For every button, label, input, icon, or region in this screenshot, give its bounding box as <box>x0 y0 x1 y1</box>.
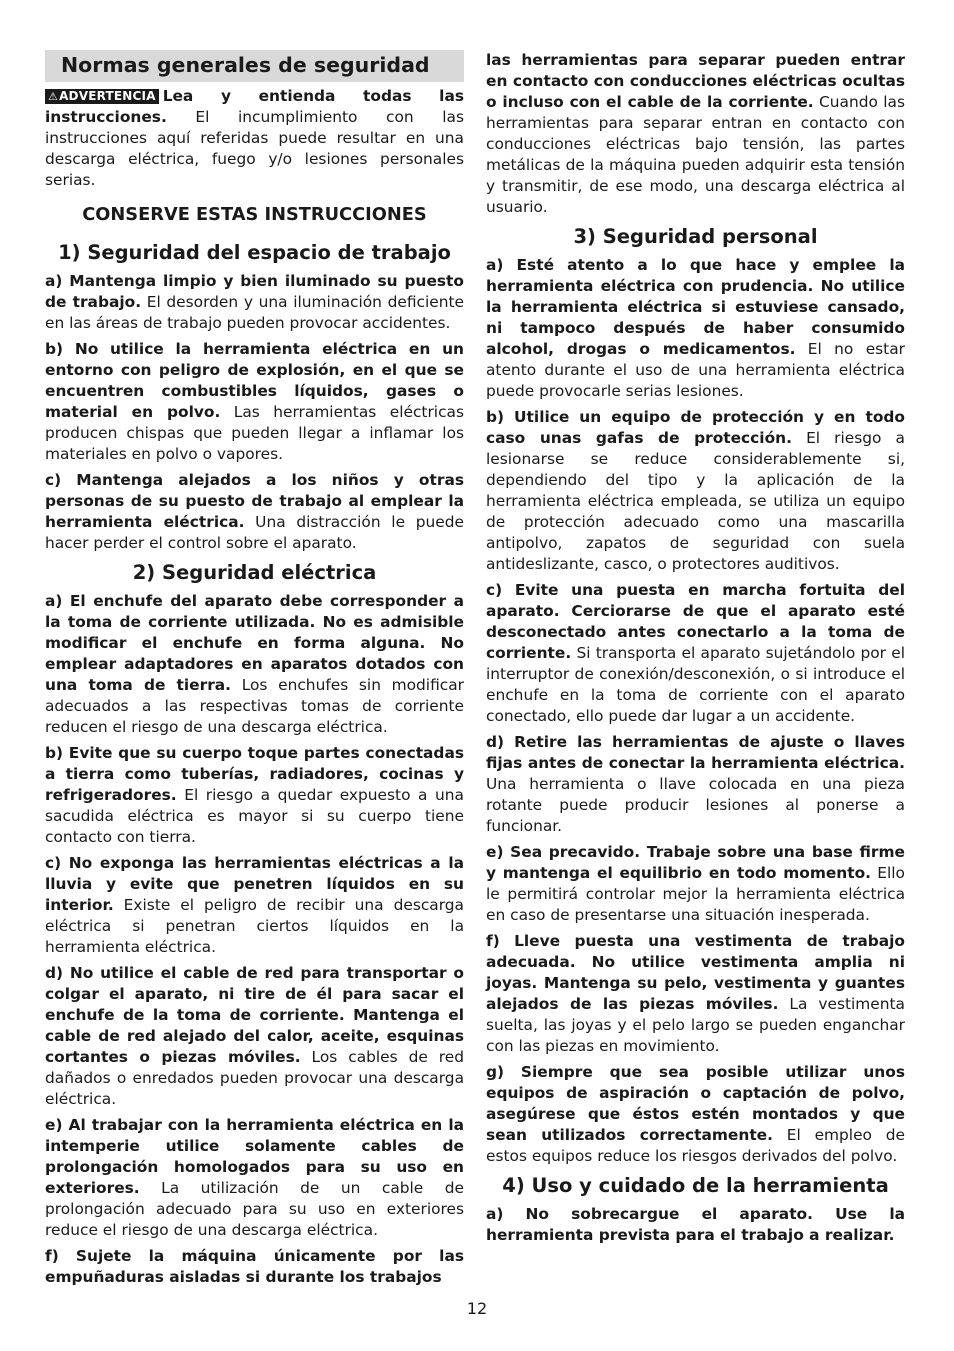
s2-item-f-continued: las herramientas para separar pueden entrar en contacto con conducciones eléctricas ocultas o incluso con el cable de la corriente. Cuando las herramientas para separar entran en contacto con conducciones eléctricas bajo tensión, las partes metálicas de la máquina pueden adquirir esta tensión y transmitir, de ese modo, una descarga eléctrica al usuario. <box>486 51 905 216</box>
s2-item-f: f) Sujete la máquina únicamente por las empuñaduras aisladas si durante los trabajos <box>45 1247 464 1286</box>
warning-triangle-icon: ⚠ <box>48 90 59 103</box>
keep-instructions-heading: CONSERVE ESTAS INSTRUCCIONES <box>82 204 427 225</box>
warning-paragraph: ⚠ADVERTENCIA Lea y entienda todas las instrucciones. El incumplimiento con las instrucciones aquí referidas puede resultar en una descarga eléctrica, fuego y/o lesiones personales serias. <box>45 87 464 189</box>
page-number: 12 <box>466 1299 488 1318</box>
s3-item-e: e) Sea precavido. Trabaje sobre una base firme y mantenga el equilibrio en todo momento. Ello le permitirá controlar mejor la herramienta eléctrica en caso de presentarse una situación inesperada. <box>486 843 905 924</box>
section-4-title: 4) Uso y cuidado de la herramienta <box>502 1174 889 1197</box>
s2-item-b: b) Evite que su cuerpo toque partes conectadas a tierra como tuberías, radiadores, cocinas y refrigeradores. El riesgo a quedar expuesto a una sacudida eléctrica es mayor si su cuerpo tiene contacto con tierra. <box>45 744 464 846</box>
s3-item-b: b) Utilice un equipo de protección y en todo caso unas gafas de protección. El riesgo a lesionarse se reduce considerablemente si, dependiendo del tipo y la aplicación de la herramienta eléctrica empleada, se utiliza un equipo de protección adecuado como una mascarilla antipolvo, zapatos de seguridad con suela antideslizante, casco, o protectores auditivos. <box>486 408 905 573</box>
s3-item-c: c) Evite una puesta en marcha fortuita del aparato. Cerciorarse de que el aparato esté desconectado antes conectarlo a la toma de corriente. Si transporta el aparato sujetándolo por el interruptor de conexión/desconexión, o si introduce el enchufe en la toma de corriente con el aparato conectado, ello puede dar lugar a un accidente. <box>486 581 905 725</box>
right-column <box>486 50 905 1251</box>
section-1-title: 1) Seguridad del espacio de trabajo <box>58 241 451 264</box>
warning-badge: ⚠ADVERTENCIA <box>45 89 159 104</box>
section-2-title: 2) Seguridad eléctrica <box>132 561 377 584</box>
s3-item-g: g) Siempre que sea posible utilizar unos equipos de aspiración o captación de polvo, asegúrese que éstos estén montados y que sean utilizados correctamente. El empleo de estos equipos reduce los riesgos derivados del polvo. <box>486 1063 905 1165</box>
s1-item-a: a) Mantenga limpio y bien iluminado su puesto de trabajo. El desorden y una iluminación deficiente en las áreas de trabajo pueden provocar accidentes. <box>45 272 464 332</box>
section-banner: Normas generales de seguridad <box>45 50 464 82</box>
s2-item-d: d) No utilice el cable de red para transportar o colgar el aparato, ni tire de él para sacar el enchufe de la toma de corriente. Mantenga el cable de red alejado del calor, aceite, esquinas cortantes o piezas móviles. Los cables de red dañados o enredados pueden provocar una descarga eléctrica. <box>45 964 464 1108</box>
s3-item-d: d) Retire las herramientas de ajuste o llaves fijas antes de conectar la herramienta eléctrica. Una herramienta o llave colocada en una pieza rotante puede producir lesiones al ponerse a funcionar. <box>486 733 905 835</box>
s1-item-c: c) Mantenga alejados a los niños y otras personas de su puesto de trabajo al emplear la herramienta eléctrica. Una distracción le puede hacer perder el control sobre el aparato. <box>45 471 464 552</box>
s2-item-e: e) Al trabajar con la herramienta eléctrica en la intemperie utilice solamente cables de prolongación homologados para su uso en exteriores. La utilización de un cable de prolongación adecuado para su uso en exteriores reduce el riesgo de una descarga eléctrica. <box>45 1116 464 1239</box>
s4-item-a: a) No sobrecargue el aparato. Use la herramienta prevista para el trabajo a realizar. <box>486 1205 905 1244</box>
section-3-title: 3) Seguridad personal <box>573 225 818 248</box>
s2-item-c: c) No exponga las herramientas eléctricas a la lluvia y evite que penetren líquidos en su interior. Existe el peligro de recibir una descarga eléctrica si penetran ciertos líquidos en la herramienta eléctrica. <box>45 854 464 956</box>
s3-item-f: f) Lleve puesta una vestimenta de trabajo adecuada. No utilice vestimenta amplia ni joyas. Mantenga su pelo, vestimenta y guantes alejados de las piezas móviles. La vestimenta suelta, las joyas y el pelo largo se pueden enganchar con las piezas en movimiento. <box>486 932 905 1055</box>
left-column <box>45 50 464 1293</box>
s2-item-a: a) El enchufe del aparato debe corresponder a la toma de corriente utilizada. No es admisible modificar el enchufe en forma alguna. No emplear adaptadores en aparatos dotados con una toma de tierra. Los enchufes sin modificar adecuados a las respectivas tomas de corriente reducen el riesgo de una descarga eléctrica. <box>45 592 464 736</box>
s1-item-b: b) No utilice la herramienta eléctrica en un entorno con peligro de explosión, en el que se encuentren combustibles líquidos, gases o material en polvo. Las herramientas eléctricas producen chispas que pueden llegar a inflamar los materiales en polvo o vapores. <box>45 340 464 463</box>
s3-item-a: a) Esté atento a lo que hace y emplee la herramienta eléctrica con prudencia. No utilice la herramienta eléctrica si estuviese cansado, ni tampoco después de haber consumido alcohol, drogas o medicamentos. El no estar atento durante el uso de una herramienta eléctrica puede provocarle serias lesiones. <box>486 256 905 400</box>
